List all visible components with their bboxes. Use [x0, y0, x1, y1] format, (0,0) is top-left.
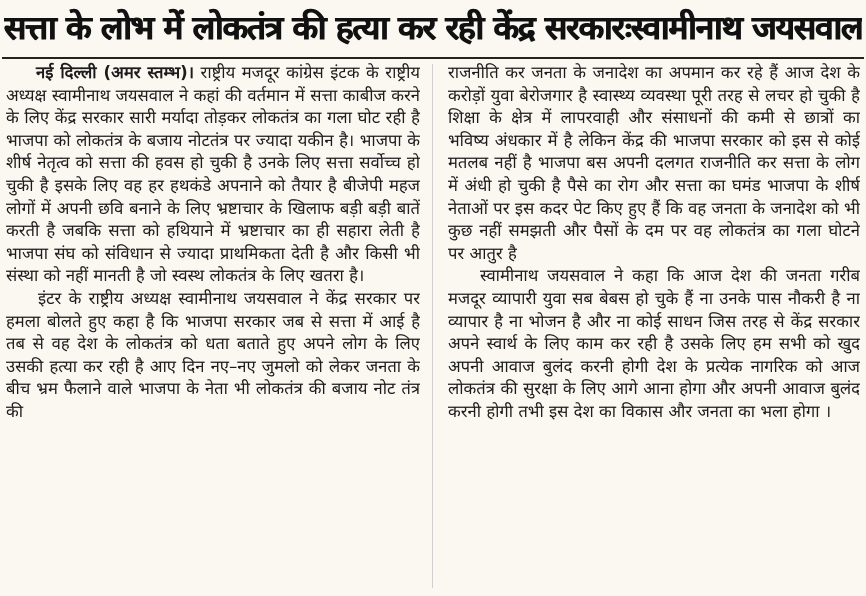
left-paragraph-2: इंटर के राष्ट्रीय अध्यक्ष स्वामीनाथ जयसवाल ने केंद्र सरकार पर हमला बोलते हुए कहा है कि भाजपा सरकार जब से सत्ता में आई है तब से वह देश के लोकतंत्र को धता बताते हुए अपने लोग के लिए उसकी हत्या कर रही है आए दिन नए–नए जुमलो को लेकर जनता के बीच भ्रम फैलाने वाले भाजपा के नेता भी लोकतंत्र की बजाय नोट तंत्र की	[6, 288, 420, 421]
left-paragraph-1-text: राष्ट्रीय मजदूर कांग्रेस इंटक के राष्ट्रीय अध्यक्ष स्वामीनाथ जयसवाल ने कहां की वर्तमान में सत्ता काबीज करने के लिए केंद्र सरकार सारी मर्यादा तोड़कर लोकतंत्र का गला घोट रही है भाजपा को लोकतंत्र के बजाय नोटतंत्र पर ज्यादा यकीन है। भाजपा के शीर्ष नेतृत्व को सत्ता की हवस हो चुकी है उनके लिए सत्ता सर्वोच्च हो चुकी है इसके लिए वह हर हथकंडे अपनाने को तैयार है बीजेपी महज लोगों में अपनी छवि बनाने के लिए भ्रष्टाचार के खिलाफ बड़ी बड़ी बातें करती है जबकि सत्ता को हथियाने में भ्रष्टाचार का ही सहारा लेती है भाजपा संघ को संविधान से ज्यादा प्राथमिकता देती है और किसी भी संस्था को नहीं मानती है जो स्वस्थ लोकतंत्र के लिए खतरा है।	[6, 63, 420, 286]
dateline: नई दिल्ली (अमर स्तम्भ)।	[36, 63, 194, 82]
right-column	[448, 62, 860, 592]
left-column	[6, 62, 420, 592]
column-divider	[432, 64, 433, 588]
left-paragraph-1	[6, 62, 420, 288]
right-paragraph-2: स्वामीनाथ जयसवाल ने कहा कि आज देश की जनता गरीब मजदूर व्यापारी युवा सब बेबस हो चुके हैं ना उनके पास नौकरी है ना व्यापार है ना भोजन है और ना कोई साधन जिस तरह से केंद्र सरकार अपने स्वार्थ के लिए काम कर रही है उसके लिए हम सभी को खुद अपनी आवाज बुलंद करनी होगी देश के प्रत्येक नागरिक को आज लोकतंत्र की सुरक्षा के लिए आगे आना होगा और अपनी आवाज बुलंद करनी होगी तभी इस देश का विकास और जनता का भला होगा ।	[448, 266, 860, 421]
right-paragraph-1: राजनीति कर जनता के जनादेश का अपमान कर रहे हैं आज देश के करोड़ों युवा बेरोजगार है स्वास्थ्य व्यवस्था पूरी तरह से लचर हो चुकी है शिक्षा के क्षेत्र में लापरवाही और संसाधनों की कमी से छात्रों का भविष्य अंधकार में है लेकिन केंद्र की भाजपा सरकार को इस से कोई मतलब नहीं है भाजपा बस अपनी दलगत राजनीति कर सत्ता के लोग में अंधी हो चुकी है पैसे का रोग और सत्ता का घमंड भाजपा के शीर्ष नेताओं पर इस कदर पेट किए हुए हैं कि वह जनता के जनादेश को भी कुछ नहीं समझती और पैसों के दम पर वह लोकतंत्र का गला घोटने पर आतुर है	[448, 63, 860, 263]
headline-rule	[2, 57, 864, 59]
headline: सत्ता के लोभ में लोकतंत्र की हत्या कर रही केंद्र सरकारःस्वामीनाथ जयसवाल	[4, 8, 862, 47]
